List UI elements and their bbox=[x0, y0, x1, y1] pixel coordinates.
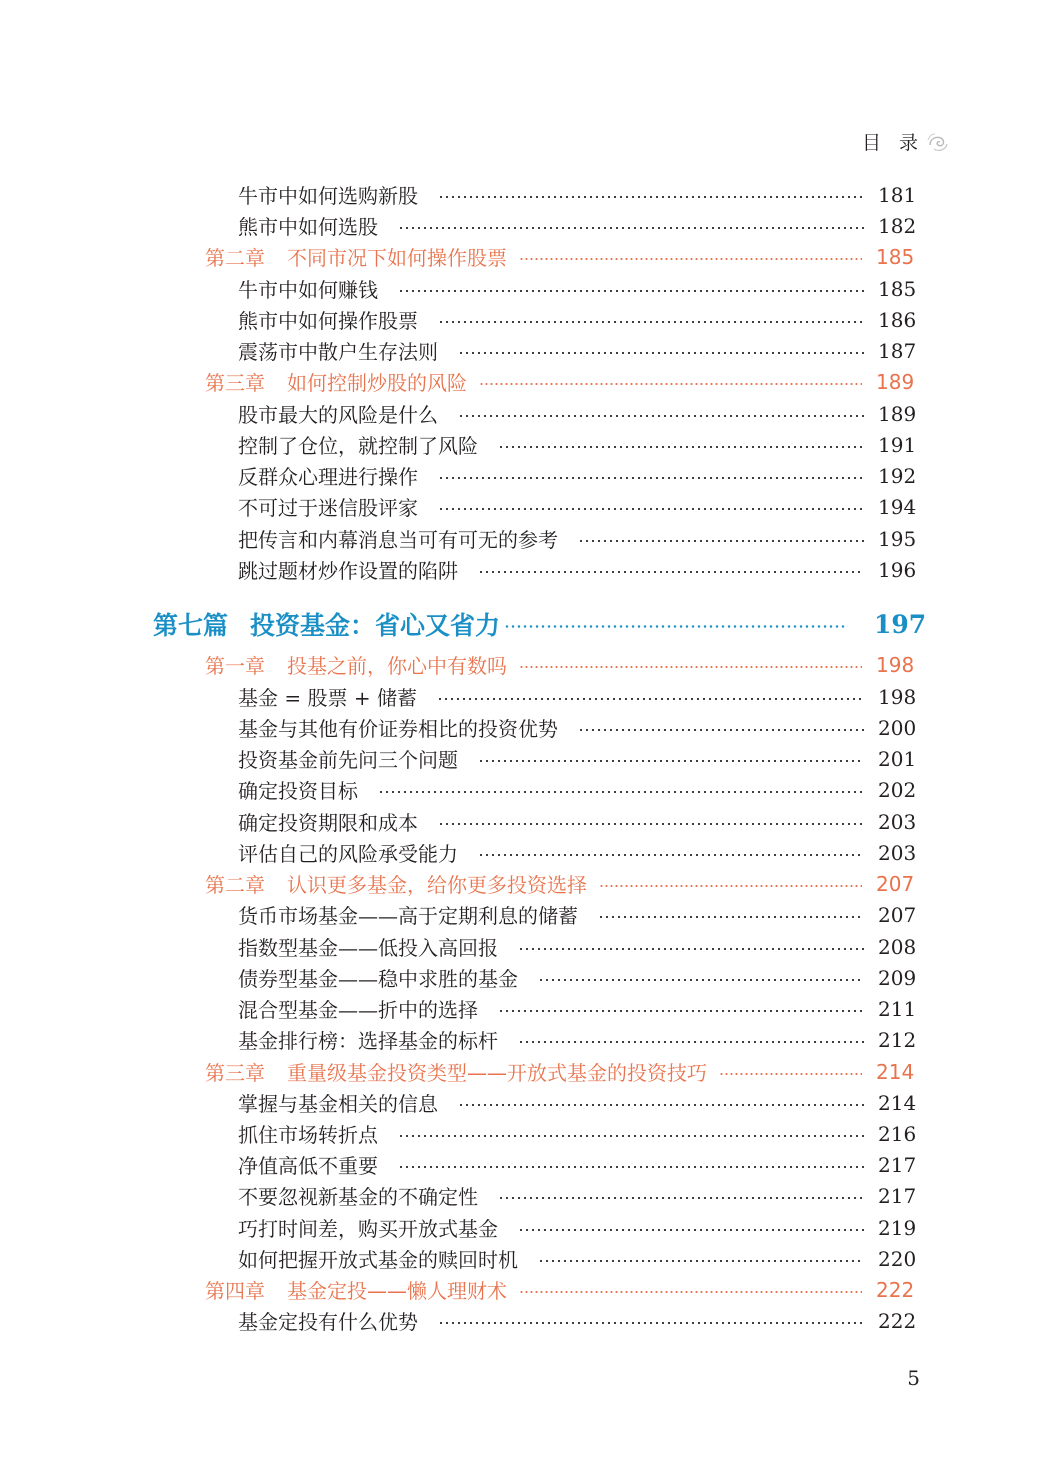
toc-page-number: 185 bbox=[876, 244, 915, 269]
toc-section-title: 确定投资目标 bbox=[238, 779, 358, 803]
toc-section-title: 熊市中如何操作股票 bbox=[238, 309, 418, 333]
toc-section-label bbox=[238, 1119, 378, 1148]
toc-section-row[interactable] bbox=[238, 274, 917, 303]
toc-page-number: 182 bbox=[878, 213, 917, 238]
toc-section-label bbox=[238, 1181, 478, 1210]
toc-section-title: 如何把握开放式基金的赎回时机 bbox=[238, 1248, 518, 1272]
toc-section-title: 股市最大的风险是什么 bbox=[238, 403, 438, 427]
toc-section-label bbox=[238, 399, 438, 428]
toc-section-title: 把传言和内幕消息当可有可无的参考 bbox=[238, 528, 558, 552]
toc-section-label bbox=[238, 807, 418, 836]
toc-page-number: 203 bbox=[878, 840, 917, 865]
toc-page-number: 214 bbox=[878, 1090, 917, 1115]
dot-leader bbox=[437, 698, 864, 700]
toc-section-title: 指数型基金——低投入高回报 bbox=[238, 936, 498, 960]
toc-section-label bbox=[238, 180, 418, 209]
toc-section-label bbox=[238, 336, 438, 365]
toc-section-title: 反群众心理进行操作 bbox=[238, 465, 418, 489]
toc-page-number: 203 bbox=[878, 809, 917, 834]
toc-section-label bbox=[238, 900, 578, 929]
toc-page-number: 202 bbox=[878, 777, 917, 802]
swirl-ornament-icon bbox=[926, 131, 950, 153]
toc-page-number: 195 bbox=[878, 526, 917, 551]
dot-leader bbox=[538, 1260, 864, 1262]
toc-chapter-label bbox=[205, 1275, 507, 1304]
toc-section-title: 跳过题材炒作设置的陷阱 bbox=[238, 559, 458, 583]
toc-section-row[interactable] bbox=[238, 1088, 917, 1117]
toc-page-number: 212 bbox=[878, 1027, 917, 1052]
toc-page-number: 209 bbox=[878, 965, 917, 990]
toc-section-row[interactable] bbox=[238, 461, 917, 490]
toc-section-label bbox=[238, 713, 558, 742]
toc-section-row[interactable] bbox=[238, 1119, 917, 1148]
toc-page-number: 222 bbox=[878, 1308, 917, 1333]
toc-chapter-row[interactable] bbox=[205, 242, 914, 271]
toc-page-number: 186 bbox=[878, 307, 917, 332]
dot-leader bbox=[438, 1322, 864, 1324]
toc-page-number: 189 bbox=[878, 401, 917, 426]
toc-section-row[interactable] bbox=[238, 180, 917, 209]
toc-page-number: 200 bbox=[878, 715, 917, 740]
dot-leader bbox=[519, 1291, 862, 1293]
dot-leader bbox=[398, 1166, 864, 1168]
toc-section-title: 不要忽视新基金的不确定性 bbox=[238, 1185, 478, 1209]
toc-section-label bbox=[238, 775, 358, 804]
toc-part-row[interactable] bbox=[153, 606, 927, 642]
toc-chapter-title: 投基之前，你心中有数吗 bbox=[287, 654, 507, 678]
toc-chapter-row[interactable] bbox=[205, 650, 914, 679]
dot-leader bbox=[598, 916, 864, 918]
toc-section-row[interactable] bbox=[238, 744, 917, 773]
toc-section-title: 牛市中如何选购新股 bbox=[238, 184, 418, 208]
toc-section-row[interactable] bbox=[238, 775, 917, 804]
dot-leader bbox=[518, 1229, 864, 1231]
toc-page-number: 207 bbox=[878, 902, 917, 927]
toc-chapter-label bbox=[205, 869, 587, 898]
dot-leader bbox=[398, 227, 864, 229]
toc-chapter-label bbox=[205, 1057, 707, 1086]
toc-section-label bbox=[238, 430, 478, 459]
dot-leader bbox=[719, 1073, 862, 1075]
toc-page-number: 207 bbox=[876, 871, 915, 896]
toc-section-row[interactable] bbox=[238, 900, 917, 929]
toc-section-title: 确定投资期限和成本 bbox=[238, 811, 418, 835]
toc-section-label bbox=[238, 744, 458, 773]
toc-section-row[interactable] bbox=[238, 336, 917, 365]
toc-page-number: 217 bbox=[878, 1183, 917, 1208]
dot-leader bbox=[478, 760, 864, 762]
toc-section-row[interactable] bbox=[238, 932, 917, 961]
toc-section-row[interactable] bbox=[238, 1181, 917, 1210]
toc-page-number: 201 bbox=[878, 746, 917, 771]
toc-section-row[interactable] bbox=[238, 305, 917, 334]
toc-page-number: 214 bbox=[876, 1059, 915, 1084]
toc-section-row[interactable] bbox=[238, 963, 917, 992]
toc-section-row[interactable] bbox=[238, 994, 917, 1023]
toc-page-number: 185 bbox=[878, 276, 917, 301]
dot-leader bbox=[599, 885, 862, 887]
toc-section-title: 基金与其他有价证券相比的投资优势 bbox=[238, 717, 558, 741]
dot-leader bbox=[438, 196, 864, 198]
toc-chapter-number: 第一章 bbox=[205, 654, 265, 678]
dot-leader bbox=[519, 666, 862, 668]
toc-section-title: 净值高低不重要 bbox=[238, 1154, 378, 1178]
toc-chapter-label bbox=[205, 650, 507, 679]
dot-leader bbox=[458, 415, 864, 417]
dot-leader bbox=[519, 258, 862, 260]
toc-section-row[interactable] bbox=[238, 1025, 917, 1054]
toc-chapter-number: 第四章 bbox=[205, 1279, 265, 1303]
toc-page-number: 192 bbox=[878, 463, 917, 488]
toc-section-label bbox=[238, 682, 417, 711]
toc-chapter-title: 基金定投——懒人理财术 bbox=[287, 1279, 507, 1303]
toc-part-label bbox=[153, 606, 500, 642]
toc-section-title: 评估自己的风险承受能力 bbox=[238, 842, 458, 866]
toc-section-title: 基金排行榜：选择基金的标杆 bbox=[238, 1029, 498, 1053]
toc-section-label bbox=[238, 305, 418, 334]
dot-leader bbox=[578, 729, 864, 731]
toc-chapter-title: 不同市况下如何操作股票 bbox=[287, 246, 507, 270]
running-head: 目 录 bbox=[861, 132, 924, 154]
toc-page-number: 217 bbox=[878, 1152, 917, 1177]
toc-section-row[interactable] bbox=[238, 1150, 917, 1179]
toc-section-row[interactable] bbox=[238, 713, 917, 742]
toc-section-label bbox=[238, 994, 478, 1023]
toc-chapter-title: 重量级基金投资类型——开放式基金的投资技巧 bbox=[287, 1061, 707, 1085]
dot-leader bbox=[518, 948, 864, 950]
toc-section-row[interactable] bbox=[238, 524, 917, 553]
toc-section-title: 货币市场基金——高于定期利息的储蓄 bbox=[238, 904, 578, 928]
dot-leader bbox=[378, 791, 864, 793]
dot-leader bbox=[504, 625, 848, 628]
toc-section-label bbox=[238, 1213, 498, 1242]
dot-leader bbox=[479, 383, 862, 385]
toc-part-number: 第七篇 bbox=[153, 611, 229, 640]
toc-section-title: 巧打时间差，购买开放式基金 bbox=[238, 1217, 498, 1241]
dot-leader bbox=[458, 1104, 864, 1106]
toc-section-row[interactable] bbox=[238, 1306, 917, 1335]
dot-leader bbox=[498, 446, 864, 448]
toc-section-label bbox=[238, 274, 378, 303]
toc-section-row[interactable] bbox=[238, 807, 917, 836]
dot-leader bbox=[498, 1197, 864, 1199]
toc-section-row[interactable] bbox=[238, 838, 917, 867]
toc-section-label bbox=[238, 932, 498, 961]
toc-section-row[interactable] bbox=[238, 1213, 917, 1242]
toc-section-label bbox=[238, 1244, 518, 1273]
toc-chapter-row[interactable] bbox=[205, 1275, 914, 1304]
toc-section-title: 基金定投有什么优势 bbox=[238, 1310, 418, 1334]
toc-chapter-label bbox=[205, 242, 507, 271]
toc-chapter-label bbox=[205, 367, 467, 396]
toc-section-label bbox=[238, 1088, 438, 1117]
toc-page-number: 194 bbox=[878, 494, 917, 519]
toc-section-label bbox=[238, 838, 458, 867]
dot-leader bbox=[438, 321, 864, 323]
toc-page-number: 211 bbox=[878, 996, 917, 1021]
toc-page-number: 216 bbox=[878, 1121, 917, 1146]
dot-leader bbox=[478, 571, 864, 573]
dot-leader bbox=[398, 1135, 864, 1137]
toc-page-number: 222 bbox=[876, 1277, 915, 1302]
toc-section-title: 掌握与基金相关的信息 bbox=[238, 1092, 438, 1116]
dot-leader bbox=[398, 290, 864, 292]
dot-leader bbox=[458, 352, 864, 354]
toc-page-number: 189 bbox=[876, 369, 915, 394]
dot-leader bbox=[478, 854, 864, 856]
toc-page-number: 219 bbox=[878, 1215, 917, 1240]
toc-section-title: 基金 = 股票 + 储蓄 bbox=[238, 686, 417, 710]
toc-page-number: 187 bbox=[878, 338, 917, 363]
toc-section-row[interactable] bbox=[238, 682, 917, 711]
dot-leader bbox=[498, 1010, 864, 1012]
toc-section-title: 控制了仓位，就控制了风险 bbox=[238, 434, 478, 458]
toc-section-row[interactable] bbox=[238, 1244, 917, 1273]
toc-page-number: 181 bbox=[878, 182, 917, 207]
toc-section-label bbox=[238, 555, 458, 584]
page-number: 5 bbox=[907, 1366, 920, 1390]
toc-section-title: 震荡市中散户生存法则 bbox=[238, 340, 438, 364]
toc-chapter-row[interactable] bbox=[205, 367, 914, 396]
toc-section-row[interactable] bbox=[238, 211, 917, 240]
toc-section-label bbox=[238, 461, 418, 490]
toc-chapter-row[interactable] bbox=[205, 869, 914, 898]
toc-section-label bbox=[238, 963, 518, 992]
toc-section-label bbox=[238, 1150, 378, 1179]
toc-section-title: 牛市中如何赚钱 bbox=[238, 278, 378, 302]
toc-section-row[interactable] bbox=[238, 430, 917, 459]
toc-section-row[interactable] bbox=[238, 399, 917, 428]
dot-leader bbox=[538, 979, 864, 981]
dot-leader bbox=[438, 477, 864, 479]
toc-section-label bbox=[238, 211, 378, 240]
toc-page-number: 208 bbox=[878, 934, 917, 959]
toc-section-title: 投资基金前先问三个问题 bbox=[238, 748, 458, 772]
toc-page-number: 197 bbox=[874, 609, 927, 639]
toc-chapter-title: 认识更多基金，给你更多投资选择 bbox=[287, 873, 587, 897]
dot-leader bbox=[438, 823, 864, 825]
toc-section-title: 熊市中如何选股 bbox=[238, 215, 378, 239]
toc-chapter-number: 第三章 bbox=[205, 1061, 265, 1085]
toc-page-number: 198 bbox=[876, 652, 915, 677]
toc-section-row[interactable] bbox=[238, 555, 917, 584]
toc-section-label bbox=[238, 1306, 418, 1335]
toc-section-title: 债券型基金——稳中求胜的基金 bbox=[238, 967, 518, 991]
toc-chapter-row[interactable] bbox=[205, 1057, 914, 1086]
toc-part-title: 投资基金：省心又省力 bbox=[250, 611, 501, 640]
toc-chapter-number: 第二章 bbox=[205, 873, 265, 897]
toc-section-label bbox=[238, 1025, 498, 1054]
toc-chapter-number: 第二章 bbox=[205, 246, 265, 270]
dot-leader bbox=[518, 1041, 864, 1043]
toc-section-title: 抓住市场转折点 bbox=[238, 1123, 378, 1147]
toc-section-row[interactable] bbox=[238, 492, 917, 521]
toc-page-number: 198 bbox=[878, 684, 917, 709]
dot-leader bbox=[578, 540, 864, 542]
toc-section-title: 混合型基金——折中的选择 bbox=[238, 998, 478, 1022]
toc-section-label bbox=[238, 524, 558, 553]
toc-page-number: 220 bbox=[878, 1246, 917, 1271]
toc-chapter-number: 第三章 bbox=[205, 371, 265, 395]
toc-section-title: 不可过于迷信股评家 bbox=[238, 496, 418, 520]
toc-section-label bbox=[238, 492, 418, 521]
toc-chapter-title: 如何控制炒股的风险 bbox=[287, 371, 467, 395]
dot-leader bbox=[438, 508, 864, 510]
toc-page-number: 191 bbox=[878, 432, 917, 457]
toc-page-number: 196 bbox=[878, 557, 917, 582]
